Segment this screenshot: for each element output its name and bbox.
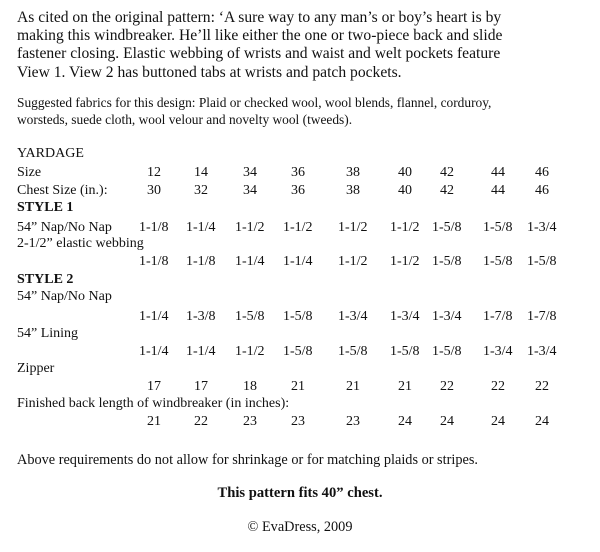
table-cell: 1-3/4 [390,309,420,324]
yardage-heading: YARDAGE [17,146,84,161]
size-label: Size [17,165,42,180]
table-cell: 21 [398,379,412,394]
table-cell: 1-1/2 [338,220,368,235]
copyright: © EvaDress, 2009 [247,519,353,535]
table-cell: 46 [535,183,549,198]
table-cell: 1-1/8 [139,220,169,235]
table-cell: 1-5/8 [483,220,513,235]
table-cell: 42 [440,165,454,180]
table-cell: 1-5/8 [432,254,462,269]
table-cell: 40 [398,183,412,198]
table-cell: 22 [440,379,454,394]
style-1-elastic-row [0,254,600,272]
table-cell: 32 [194,183,208,198]
table-cell: 24 [398,414,412,429]
table-cell: 1-5/8 [283,309,313,324]
table-cell: 1-5/8 [235,309,265,324]
style-2-lining-row [0,344,600,362]
table-cell: 44 [491,183,505,198]
table-cell: 46 [535,165,549,180]
intro-paragraph [17,9,592,82]
table-cell: 23 [291,414,305,429]
table-cell: 30 [147,183,161,198]
table-cell: 24 [491,414,505,429]
table-cell: 1-7/8 [483,309,513,324]
table-cell: 17 [147,379,161,394]
table-cell: 38 [346,183,360,198]
table-cell: 40 [398,165,412,180]
table-cell: 21 [291,379,305,394]
table-cell: 1-5/8 [390,344,420,359]
table-cell: 21 [346,379,360,394]
table-cell: 23 [243,414,257,429]
table-cell: 1-1/8 [186,254,216,269]
table-cell: 1-3/4 [527,220,557,235]
table-cell: 1-3/4 [483,344,513,359]
table-cell: 24 [535,414,549,429]
fit-statement: This pattern fits 40” chest. [217,485,383,501]
table-cell: 1-5/8 [432,344,462,359]
table-cell: 14 [194,165,208,180]
back-length-row [0,414,600,432]
table-cell: 1-1/4 [139,309,169,324]
table-cell: 17 [194,379,208,394]
table-cell: 1-1/2 [235,220,265,235]
style-1-nap-label: 54” Nap/No Nap [17,220,112,235]
table-cell: 1-5/8 [527,254,557,269]
table-cell: 1-1/2 [235,344,265,359]
table-cell: 34 [243,183,257,198]
table-cell: 1-3/4 [432,309,462,324]
intro-line: View 1. View 2 has buttoned tabs at wrists and patch pockets. [17,63,402,81]
intro-line: making this windbreaker. He’ll like either the one or two-piece back and slide [17,27,503,45]
table-cell: 22 [491,379,505,394]
requirements-note: Above requirements do not allow for shrinkage or for matching plaids or stripes. [17,452,478,468]
back-length-label: Finished back length of windbreaker (in inches): [17,396,290,411]
table-cell: 18 [243,379,257,394]
style-1-elastic-label: 2-1/2” elastic webbing [17,236,144,251]
table-cell: 1-1/4 [139,344,169,359]
suggested-line: worsteds, suede cloth, wool velour and novelty wool (tweeds). [17,112,353,127]
table-cell: 1-5/8 [338,344,368,359]
table-cell: 1-1/4 [235,254,265,269]
table-cell: 1-5/8 [283,344,313,359]
table-cell: 12 [147,165,161,180]
table-cell: 1-1/4 [186,220,216,235]
table-cell: 1-1/2 [283,220,313,235]
table-cell: 1-3/8 [186,309,216,324]
table-cell: 22 [194,414,208,429]
table-cell: 24 [440,414,454,429]
chest-size-label: Chest Size (in.): [17,183,108,198]
style-2-heading: STYLE 2 [17,272,74,287]
table-cell: 1-5/8 [483,254,513,269]
table-cell: 23 [346,414,360,429]
table-cell: 1-3/4 [338,309,368,324]
intro-line: fastener closing. Elastic webbing of wrists and waist and welt pockets feature [17,45,501,63]
chest-values-row [0,183,600,201]
suggested-fabrics [17,94,592,128]
table-cell: 1-1/2 [390,254,420,269]
table-cell: 36 [291,165,305,180]
table-cell: 1-1/2 [390,220,420,235]
size-values-row [0,165,600,183]
intro-line: As cited on the original pattern: ‘A sure way to any man’s or boy’s heart is by [17,9,502,26]
table-cell: 1-5/8 [432,220,462,235]
table-cell: 34 [243,165,257,180]
table-cell: 38 [346,165,360,180]
table-cell: 36 [291,183,305,198]
table-cell: 1-1/4 [283,254,313,269]
table-cell: 42 [440,183,454,198]
zipper-label: Zipper [17,361,55,376]
table-cell: 1-3/4 [527,344,557,359]
table-cell: 21 [147,414,161,429]
zipper-row [0,379,600,397]
table-cell: 1-7/8 [527,309,557,324]
table-cell: 1-1/8 [139,254,169,269]
table-cell: 1-1/4 [186,344,216,359]
style-2-lining-label: 54” Lining [17,326,79,341]
style-2-nap-row [0,309,600,327]
table-cell: 44 [491,165,505,180]
table-cell: 1-1/2 [338,254,368,269]
style-2-nap-label: 54” Nap/No Nap [17,289,112,304]
suggested-line: Suggested fabrics for this design: Plaid or checked wool, wool blends, flannel, corduroy, [17,95,492,110]
style-1-heading: STYLE 1 [17,200,74,215]
table-cell: 22 [535,379,549,394]
